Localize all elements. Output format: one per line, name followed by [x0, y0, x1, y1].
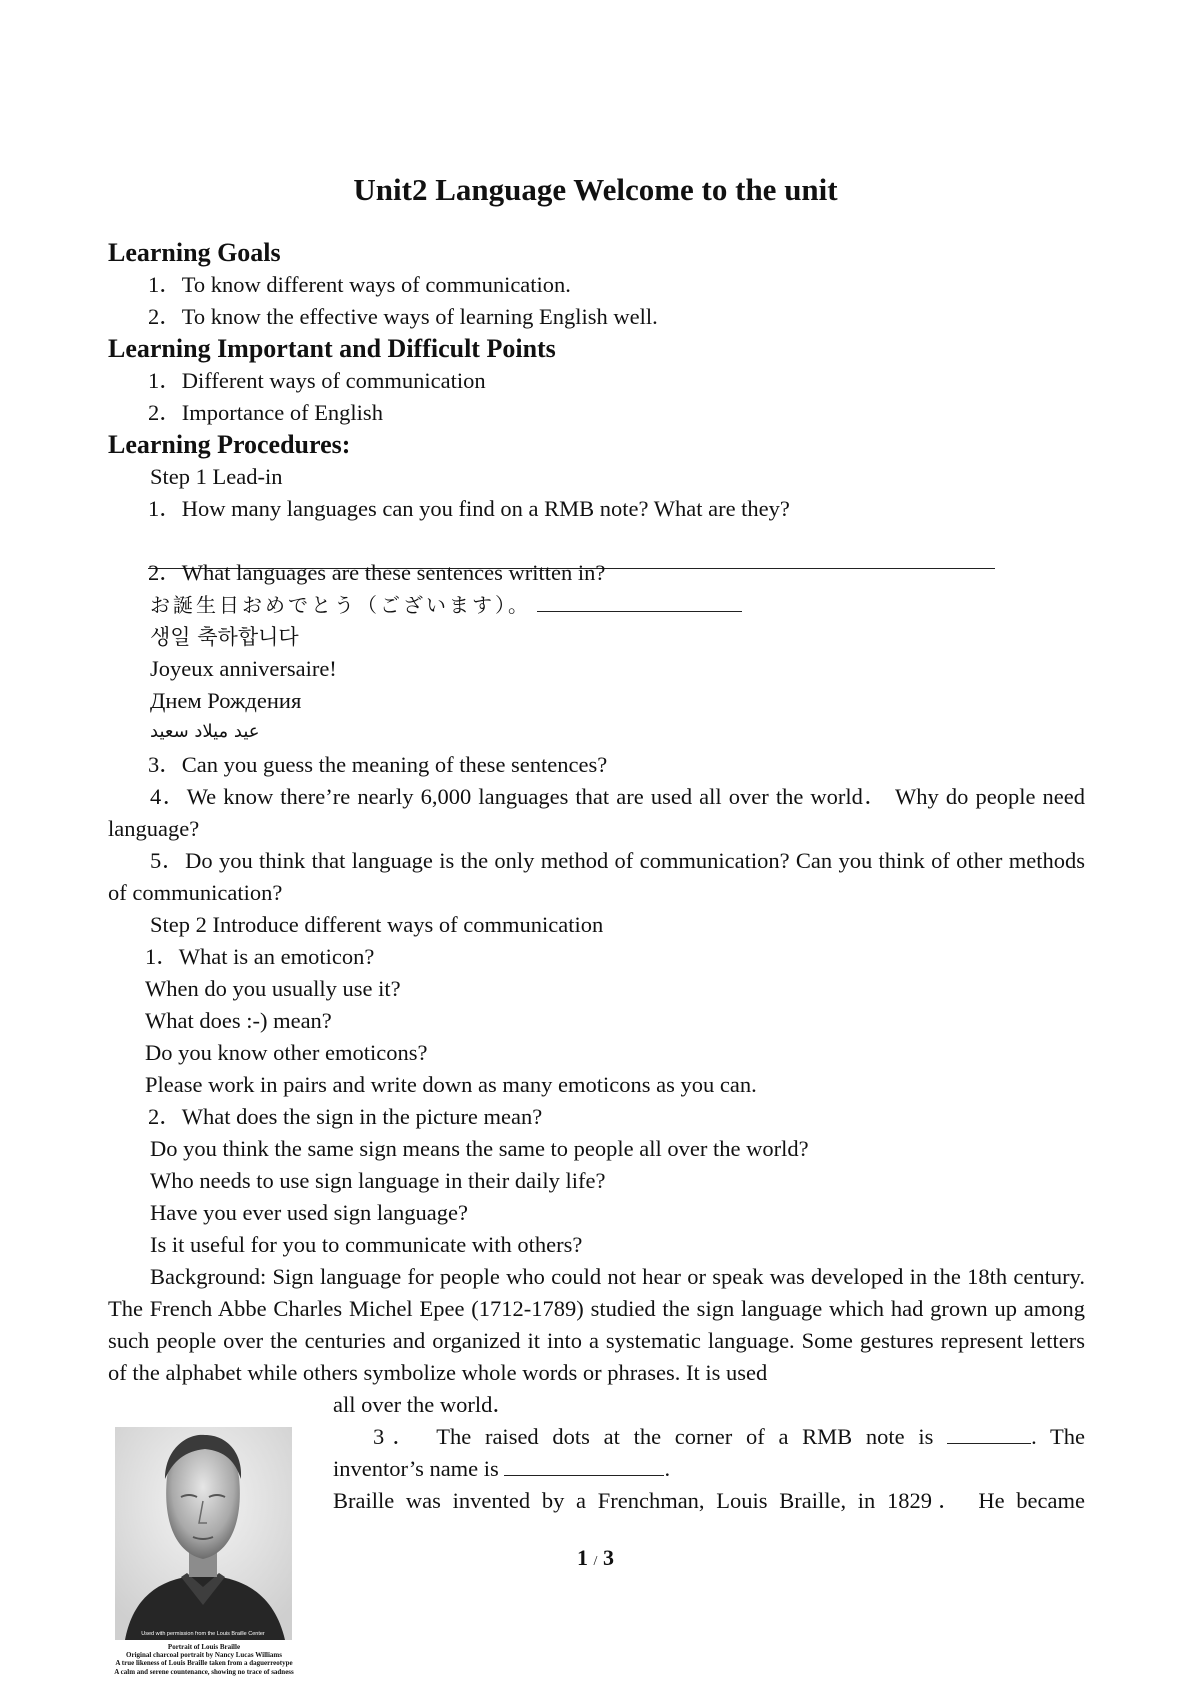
important-points-heading: Learning Important and Difficult Points [108, 334, 556, 363]
caption-line: Portrait of Louis Braille [167, 1643, 241, 1651]
sign-question: 2．What does the sign in the picture mean? [148, 1104, 543, 1129]
portrait-caption [88, 1643, 320, 1676]
step1-title: Step 1 Lead-in [150, 464, 283, 489]
caption-line: Original charcoal portrait by Nancy Lucas Williams [126, 1651, 282, 1660]
caption-line: A true likeness of Louis Braille taken from a daguerreotype [115, 1659, 293, 1668]
arabic-sentence: عيد ميلاد سعيد [150, 721, 260, 742]
answer-blank[interactable] [947, 1423, 1031, 1444]
emoticon-question: When do you usually use it? [145, 976, 401, 1001]
russian-sentence: Днем Рождения [150, 688, 302, 713]
step1-question-3: 3．Can you guess the meaning of these sentences? [148, 752, 608, 777]
sign-question: Do you think the same sign means the same to people all over the world? [150, 1136, 809, 1161]
emoticon-question: Do you know other emoticons? [145, 1040, 428, 1065]
emoticon-question: 1．What is an emoticon? [145, 944, 375, 969]
braille-question-line2: inventor’s name is . [333, 1456, 671, 1481]
step1-question-2: 2．What languages are these sentences written in? [148, 560, 606, 585]
goal-item: 1．To know different ways of communication. [148, 272, 571, 297]
page-number: 1 / 3 [577, 1545, 614, 1570]
portrait-credit: Used with permission from the Louis Braille Center [141, 1631, 265, 1637]
emoticon-question: What does :-) mean? [145, 1008, 332, 1033]
braille-question-line1: 3． The raised dots at the corner of a RMB note is . The [373, 1424, 1086, 1449]
louis-braille-portrait [115, 1427, 292, 1640]
step2-title: Step 2 Introduce different ways of communication [150, 912, 604, 937]
korean-sentence: 생일 축하합니다 [150, 625, 299, 649]
goal-item: 2．To know the effective ways of learning English well. [148, 304, 658, 329]
step1-question-5: 5．Do you think that language is the only method of communication? Can you think of other methods of communication? [108, 848, 1085, 905]
portrait-image [115, 1427, 292, 1640]
step1-question-1: 1．How many languages can you find on a RMB note? What are they? [148, 496, 790, 521]
learning-goals-heading: Learning Goals [108, 238, 281, 267]
emoticon-task: Please work in pairs and write down as many emoticons as you can. [145, 1072, 757, 1097]
background-paragraph: Background: Sign language for people who could not hear or speak was developed in the 18th century. The French Abbe Charles Michel Epee (1712-1789) studied the sign language which had grown up among such people over the centuries and organized it into a systematic language. Some gestures represent letters of the alphabet while others symbolize whole words or phrases. It is used [108, 1264, 1085, 1385]
braille-paragraph: Braille was invented by a Frenchman, Louis Braille, in 1829． He became [333, 1488, 1085, 1513]
background-end: all over the world． [333, 1392, 515, 1417]
answer-blank[interactable] [537, 591, 742, 612]
page-title: Unit2 Language Welcome to the unit [353, 172, 838, 207]
japanese-sentence: お誕生日おめでとう（ございます）。 [150, 589, 742, 621]
caption-line: A calm and serene countenance, showing no trace of sadness [114, 1667, 294, 1676]
sign-question: Is it useful for you to communicate with others? [150, 1232, 583, 1257]
french-sentence: Joyeux anniversaire! [150, 656, 337, 681]
answer-blank[interactable] [504, 1455, 664, 1476]
point-item: 1．Different ways of communication [148, 368, 486, 393]
sign-question: Who needs to use sign language in their daily life? [150, 1168, 606, 1193]
step1-question-4: 4．We know there’re nearly 6,000 languages that are used all over the world． Why do people need language? [108, 784, 1085, 841]
procedures-heading: Learning Procedures: [108, 430, 351, 459]
point-item: 2．Importance of English [148, 400, 383, 425]
sign-question: Have you ever used sign language? [150, 1200, 469, 1225]
